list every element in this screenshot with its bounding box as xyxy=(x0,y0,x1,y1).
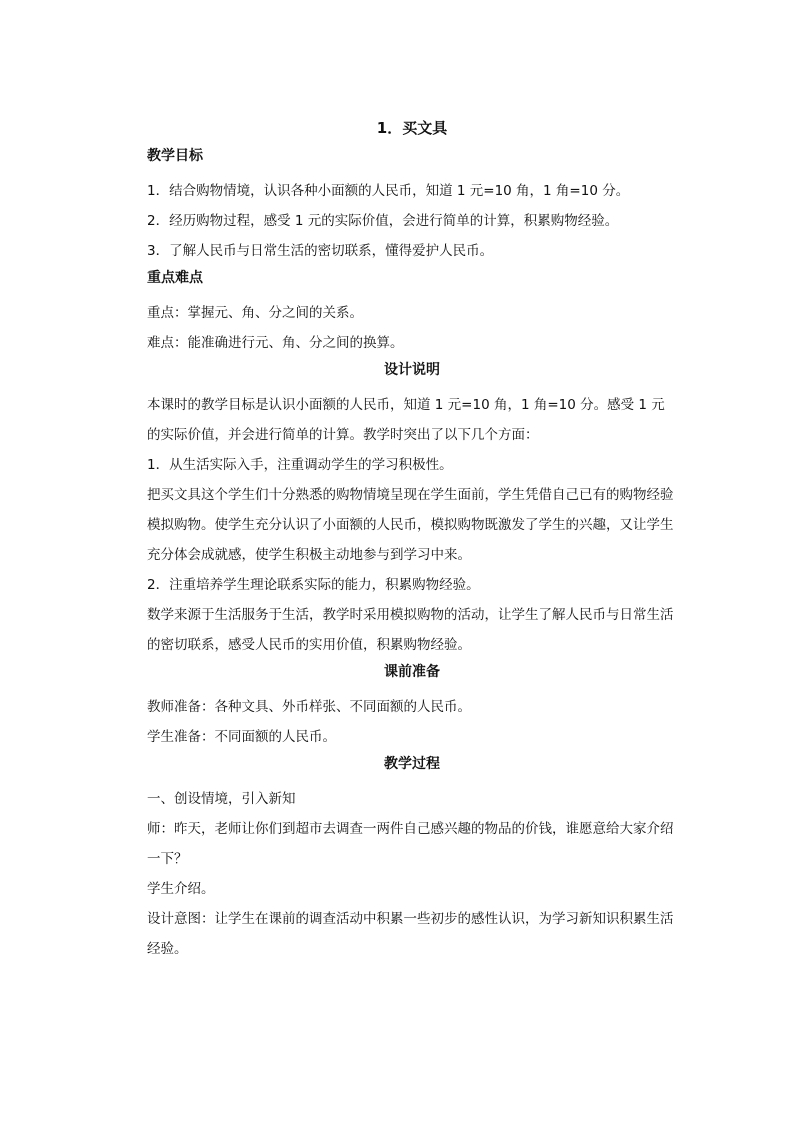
process-paragraph-3: 学生介绍。 xyxy=(147,881,215,897)
heading-key-points: 重点难点 xyxy=(147,270,203,286)
prep-student: 学生准备：不同面额的人民币。 xyxy=(147,729,336,745)
process-paragraph-4: 设计意图：让学生在课前的调查活动中积累一些初步的感性认识，为学习新知识积累生活经验。 xyxy=(147,911,674,957)
process-paragraph-1: 一、创设情境，引入新知 xyxy=(147,791,296,807)
design-paragraph-1: 本课时的教学目标是认识小面额的人民币，知道 1 元=10 角，1 角=10 分。感受 1 元的实际价值，并会进行简单的计算。教学时突出了以下几个方面： xyxy=(147,397,665,443)
design-paragraph-5: 数学来源于生活服务于生活，教学时采用模拟购物的活动，让学生了解人民币与日常生活的密切联系，感受人民币的实用价值，积累购物经验。 xyxy=(147,607,674,653)
key-point-item: 重点：掌握元、角、分之间的关系。 xyxy=(147,305,363,321)
heading-teaching-process: 教学过程 xyxy=(384,756,440,772)
goal-item-1: 1．结合购物情境，认识各种小面额的人民币，知道 1 元=10 角，1 角=10 分。 xyxy=(147,183,630,199)
design-paragraph-2: 1．从生活实际入手，注重调动学生的学习积极性。 xyxy=(147,457,453,473)
heading-teaching-goals: 教学目标 xyxy=(147,148,203,164)
difficulty-item: 难点：能准确进行元、角、分之间的换算。 xyxy=(147,335,404,351)
heading-preparation: 课前准备 xyxy=(384,664,440,680)
goal-item-3: 3．了解人民币与日常生活的密切联系，懂得爱护人民币。 xyxy=(147,243,494,259)
process-paragraph-2: 师：昨天，老师让你们到超市去调查一两件自己感兴趣的物品的价钱，谁愿意给大家介绍一下？ xyxy=(147,821,674,867)
document-title: 1．买文具 xyxy=(376,119,448,137)
goal-item-2: 2．经历购物过程，感受 1 元的实际价值，会进行简单的计算，积累购物经验。 xyxy=(147,213,619,229)
design-paragraph-3: 把买文具这个学生们十分熟悉的购物情境呈现在学生面前，学生凭借自己已有的购物经验模拟购物。使学生充分认识了小面额的人民币，模拟购物既激发了学生的兴趣，又让学生充分体会成就感，使学生积极主动地参与到学习中来。 xyxy=(147,487,674,563)
prep-teacher: 教师准备：各种文具、外币样张、不同面额的人民币。 xyxy=(147,699,471,715)
design-paragraph-4: 2．注重培养学生理论联系实际的能力，积累购物经验。 xyxy=(147,577,480,593)
heading-design-notes: 设计说明 xyxy=(384,362,440,378)
